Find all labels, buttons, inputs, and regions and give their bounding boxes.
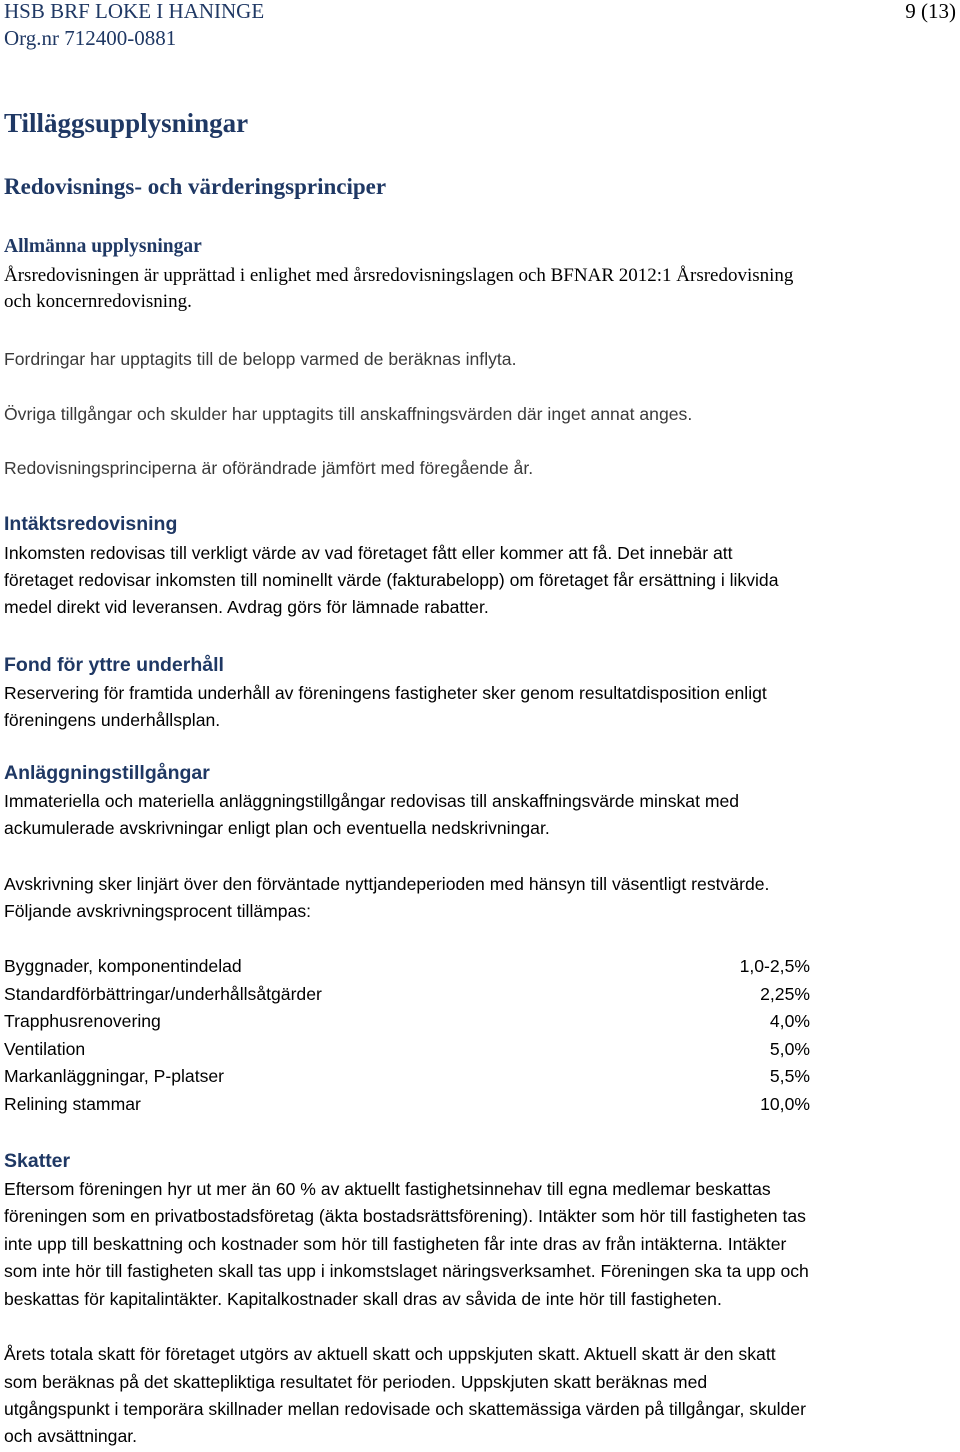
fixed-assets-line: Immateriella och materiella anläggningstillgångar redovisas till anskaffningsvärde minskat med xyxy=(4,791,740,811)
taxes-line: beskattas för kapitalintäkter. Kapitalkostnader skall dras av såvida de inte hör till fastigheten. xyxy=(4,1289,722,1309)
taxes-line: inte upp till beskattning och kostnader som hör till fastigheten får inte dras av från intäkterna. Intäkter xyxy=(4,1234,787,1254)
depreciation-rates-table xyxy=(4,953,810,1118)
taxes-line: Eftersom föreningen hyr ut mer än 60 % av aktuellt fastighetsinnehav till egna medlemar beskattas xyxy=(4,1179,771,1199)
revenue-line: medel direkt vid leveransen. Avdrag görs för lämnade rabatter. xyxy=(4,597,489,617)
depreciation-line: Följande avskrivningsprocent tillämpas: xyxy=(4,901,312,921)
rate-value: 5,5% xyxy=(769,1066,810,1086)
assets-liabilities-paragraph: Övriga tillgångar och skulder har upptagits till anskaffningsvärden där inget annat anges. xyxy=(4,404,693,424)
taxes-line: som inte hör till fastigheten skall tas upp i inkomstslaget näringsverksamhet. Föreningen ska ta upp och xyxy=(4,1261,809,1281)
general-info-heading: Allmänna upplysningar xyxy=(4,236,202,257)
section-subtitle: Redovisnings- och värderingsprinciper xyxy=(4,174,387,199)
depreciation-line: Avskrivning sker linjärt över den förväntade nyttjandeperioden med hänsyn till väsentligt restvärde. xyxy=(4,874,770,894)
taxes-total-line: som beräknas på det skattepliktiga resultatet för perioden. Uppskjuten skatt beräknas med xyxy=(4,1372,708,1392)
maintenance-fund-heading: Fond för yttre underhåll xyxy=(4,654,224,676)
rate-value: 4,0% xyxy=(769,1011,810,1031)
general-info-line: Årsredovisningen är upprättad i enlighet med årsredovisningslagen och BFNAR 2012:1 Årsredovisning xyxy=(4,265,794,286)
taxes-total-line: utgångspunkt i temporära skillnader mellan redovisade och skattemässiga värden på tillgångar, skulder xyxy=(4,1399,806,1419)
rate-label: Trapphusrenovering xyxy=(4,1011,161,1031)
rate-row xyxy=(4,1008,810,1036)
page-number: 9 (13) xyxy=(905,0,956,23)
rate-row xyxy=(4,1063,810,1091)
rate-row xyxy=(4,981,810,1009)
rate-value: 1,0-2,5% xyxy=(739,956,810,976)
maintenance-fund-line: Reservering för framtida underhåll av föreningens fastigheter sker genom resultatdisposition enligt xyxy=(4,683,767,703)
principles-unchanged-paragraph: Redovisningsprinciperna är oförändrade jämfört med föregående år. xyxy=(4,458,534,478)
rate-label: Markanläggningar, P-platser xyxy=(4,1066,225,1086)
maintenance-fund-line: föreningens underhållsplan. xyxy=(4,710,221,730)
rate-label: Standardförbättringar/underhållsåtgärder xyxy=(4,983,322,1004)
rate-row xyxy=(4,953,810,981)
fixed-assets-heading: Anläggningstillgångar xyxy=(4,762,210,784)
taxes-line: föreningen som en privatbostadsföretag (äkta bostadsrättsförening). Intäkter som hör till fastigheten tas xyxy=(4,1206,806,1226)
rate-value: 5,0% xyxy=(769,1038,810,1059)
rate-label: Ventilation xyxy=(4,1038,86,1059)
revenue-line: Inkomsten redovisas till verkligt värde av vad företaget fått eller kommer att få. Det innebär att xyxy=(4,543,733,563)
rate-value: 2,25% xyxy=(760,983,810,1004)
receivables-paragraph: Fordringar har upptagits till de belopp varmed de beräknas inflyta. xyxy=(4,349,517,369)
rate-label: Byggnader, komponentindelad xyxy=(4,956,242,976)
page-title: Tilläggsupplysningar xyxy=(4,108,249,138)
taxes-total-line: och avsättningar. xyxy=(4,1426,138,1446)
taxes-heading: Skatter xyxy=(4,1150,71,1172)
rate-value: 10,0% xyxy=(760,1093,810,1114)
rate-label: Relining stammar xyxy=(4,1093,141,1114)
taxes-total-line: Årets totala skatt för företaget utgörs av aktuell skatt och uppskjuten skatt. Aktuell skatt är den skatt xyxy=(4,1344,776,1364)
rate-row xyxy=(4,1091,810,1119)
organization-number: Org.nr 712400-0881 xyxy=(4,26,177,50)
general-info-line: och koncernredovisning. xyxy=(4,291,192,312)
organization-name: HSB BRF LOKE I HANINGE xyxy=(4,0,265,23)
fixed-assets-line: ackumulerade avskrivningar enligt plan och eventuella nedskrivningar. xyxy=(4,818,550,838)
revenue-line: företaget redovisar inkomsten till nominellt värde (fakturabelopp) om företaget får ersättning i likvida xyxy=(4,570,779,590)
revenue-heading: Intäktsredovisning xyxy=(4,513,178,535)
rate-row xyxy=(4,1036,810,1064)
